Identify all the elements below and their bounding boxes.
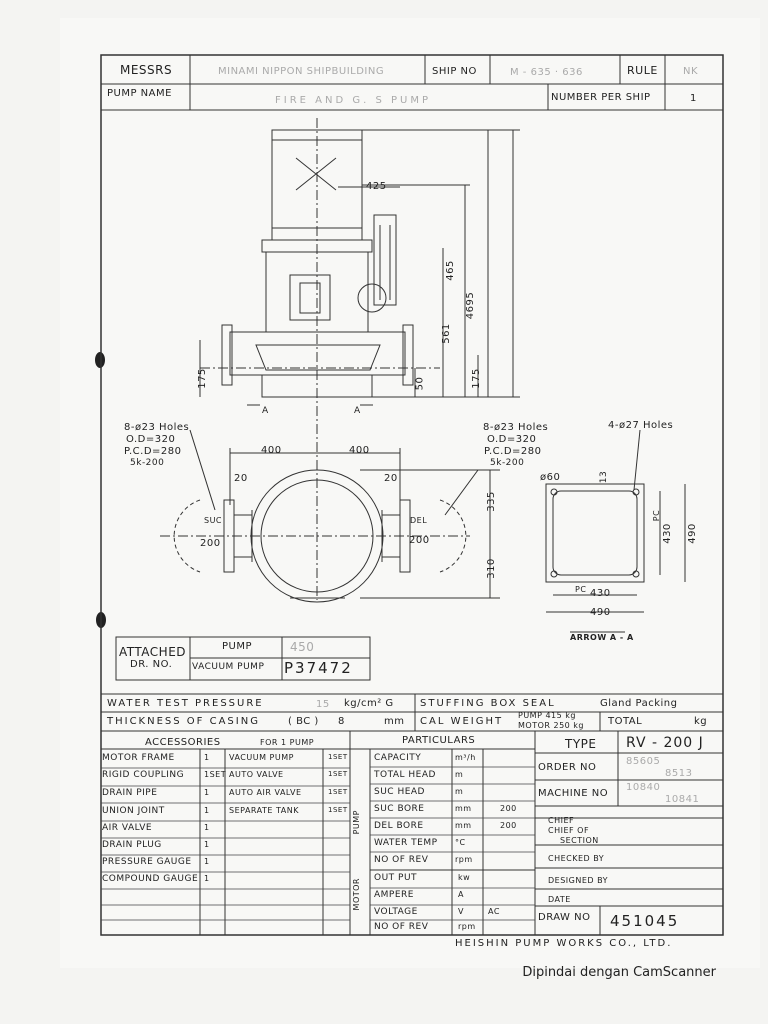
attached-label: ATTACHED [119, 645, 187, 659]
particular-name: NO OF REV [374, 855, 429, 865]
left-holes-std: 5k-200 [130, 458, 165, 468]
type-label: TYPE [565, 737, 597, 751]
rule-label: RULE [627, 64, 658, 77]
particular-value: 200 [500, 821, 517, 830]
accessory-name-2: VACUUM PUMP [229, 753, 294, 762]
pump-weight: PUMP 415 kg [518, 711, 576, 720]
accessory-qty: 1 [204, 874, 210, 883]
dim-4695: 4695 [465, 291, 477, 320]
draw-no-value: 451045 [610, 912, 680, 930]
pump-group-label: PUMP [352, 810, 361, 835]
accessory-name: UNION JOINT [102, 806, 165, 816]
pump-name-label: PUMP NAME [107, 88, 172, 99]
section-a-right: A [354, 406, 361, 416]
chief-of-section-label-2: SECTION [560, 836, 599, 845]
dim-425: 425 [366, 181, 387, 192]
dim-175-right: 175 [470, 368, 482, 389]
accessory-qty: 1 [204, 788, 210, 797]
particular-name: OUT PUT [374, 873, 418, 883]
accessory-name: MOTOR FRAME [102, 753, 175, 763]
particular-name: SUC BORE [374, 804, 425, 814]
checked-by-label: CHECKED BY [548, 854, 605, 863]
thickness-label: THICKNESS OF CASING [107, 716, 260, 727]
water-test-value: 15 [316, 699, 330, 710]
del-size: 200 [409, 535, 430, 546]
dim-13: 13 [599, 470, 610, 484]
suc-size: 200 [200, 538, 221, 549]
accessory-name: AIR VALVE [102, 823, 153, 833]
particular-name: NO OF REV [374, 922, 429, 932]
dim-20-right: 20 [384, 473, 398, 484]
left-holes-title: 8-ø23 Holes [124, 422, 190, 433]
accessory-qty: 1 [204, 823, 210, 832]
water-test-unit: kg/cm² G [344, 698, 394, 709]
thickness-unit: mm [384, 716, 405, 727]
accessory-name: DRAIN PLUG [102, 840, 162, 850]
number-per-ship-label: NUMBER PER SHIP [551, 92, 651, 103]
particulars-title: PARTICULARS [402, 735, 476, 746]
particular-unit: kw [458, 873, 471, 882]
particular-unit: m [455, 787, 464, 796]
right-holes-pcd: P.C.D=280 [484, 446, 542, 457]
suc-label: SUC [204, 516, 223, 525]
dim-465: 465 [444, 260, 456, 281]
accessory-name: COMPOUND GAUGE [102, 874, 199, 884]
attached-vacuum-label: VACUUM PUMP [192, 662, 265, 672]
scanner-watermark: Dipindai dengan CamScanner [522, 965, 716, 980]
accessory-qty: 1 [204, 840, 210, 849]
accessory-name-2: AUTO AIR VALVE [229, 788, 302, 797]
particular-name: AMPERE [374, 890, 414, 900]
motor-group-label: MOTOR [352, 878, 361, 911]
accessory-name-2: SEPARATE TANK [229, 806, 299, 815]
particular-name: VOLTAGE [374, 907, 418, 917]
total-weight-unit: kg [694, 716, 708, 727]
accessory-qty-2: 1SET [328, 770, 348, 778]
particular-unit: m³/h [455, 753, 476, 762]
particular-unit: rpm [455, 855, 473, 864]
machine-no-value: 10840 [626, 782, 661, 793]
accessory-name: PRESSURE GAUGE [102, 857, 192, 867]
chief-of-section-label: CHIEF OF [548, 826, 590, 835]
date-label: DATE [548, 895, 571, 904]
thickness-value: 8 [338, 716, 345, 727]
particular-unit: A [458, 890, 464, 899]
machine-no-value-2: 10841 [665, 794, 700, 805]
dim-400-left: 400 [261, 445, 282, 456]
dim-430-horizontal: 430 [590, 588, 611, 599]
dim-490-vertical: 490 [686, 523, 698, 544]
particular-unit: °C [455, 838, 466, 847]
rule-value: NK [683, 66, 699, 77]
particular-unit: V [458, 907, 464, 916]
base-holes-title: 4-ø27 Holes [608, 420, 674, 431]
accessory-name-2: AUTO VALVE [229, 770, 284, 779]
accessory-qty-2: 1SET [328, 753, 348, 761]
dim-175-left: 175 [196, 368, 208, 389]
order-no-value: 85605 [626, 756, 661, 767]
arrow-view-label: ARROW A - A [570, 633, 634, 642]
messrs-label: MESSRS [120, 63, 173, 77]
particular-unit: mm [455, 821, 472, 830]
motor-weight: MOTOR 250 kg [518, 721, 585, 730]
number-per-ship-value: 1 [690, 93, 697, 104]
right-holes-title: 8-ø23 Holes [483, 422, 549, 433]
dr-no-label: DR. NO. [130, 659, 173, 670]
right-holes-std: 5k-200 [490, 458, 525, 468]
dim-pc-vertical: PC [652, 509, 662, 522]
right-holes-od: O.D=320 [487, 434, 537, 445]
stuffing-label: STUFFING BOX SEAL [420, 698, 556, 709]
particular-unit: rpm [458, 922, 476, 931]
left-holes-od: O.D=320 [126, 434, 176, 445]
dim-50: 50 [414, 376, 426, 391]
ship-no-label: SHIP NO [432, 66, 477, 77]
accessories-title: ACCESSORIES [145, 737, 221, 748]
stuffing-value: Gland Packing [600, 698, 678, 709]
dim-335: 335 [485, 491, 497, 512]
particular-name: CAPACITY [374, 753, 422, 763]
dim-310: 310 [485, 558, 497, 579]
attached-pump-value: 450 [290, 640, 315, 654]
accessory-name: DRAIN PIPE [102, 788, 158, 798]
cal-weight-label: CAL WEIGHT [420, 716, 504, 727]
particular-name: WATER TEMP [374, 838, 438, 848]
accessory-qty: 1SET [204, 770, 227, 779]
draw-no-label: DRAW NO [538, 912, 591, 923]
left-holes-pcd: P.C.D=280 [124, 446, 182, 457]
ship-no-value: M - 635 · 636 [510, 67, 583, 78]
accessories-subtitle: FOR 1 PUMP [260, 738, 315, 747]
dim-561: 561 [440, 323, 452, 344]
total-weight-label: TOTAL [608, 716, 643, 727]
dim-pc-horizontal: PC [575, 585, 587, 594]
dim-430-vertical: 430 [661, 523, 673, 544]
chief-label: CHIEF [548, 816, 575, 825]
messrs-value: MINAMI NIPPON SHIPBUILDING [218, 66, 385, 77]
particular-name: SUC HEAD [374, 787, 425, 797]
dim-400-right: 400 [349, 445, 370, 456]
dim-490-horizontal: 490 [590, 607, 611, 618]
thickness-material: ( BC ) [288, 716, 319, 727]
del-label: DEL [410, 516, 428, 525]
type-value: RV - 200 J [626, 735, 704, 751]
particular-name: DEL BORE [374, 821, 424, 831]
attached-vacuum-value: P37472 [284, 659, 353, 677]
pump-name-value: FIRE AND G. S PUMP [275, 95, 431, 106]
particular-value: 200 [500, 804, 517, 813]
accessory-qty: 1 [204, 806, 210, 815]
company-name: HEISHIN PUMP WORKS CO., LTD. [455, 938, 673, 949]
water-test-label: WATER TEST PRESSURE [107, 698, 264, 709]
order-no-value-2: 8513 [665, 768, 693, 779]
accessory-qty: 1 [204, 753, 210, 762]
attached-pump-label: PUMP [222, 641, 253, 652]
particular-name: TOTAL HEAD [374, 770, 436, 780]
accessory-qty-2: 1SET [328, 806, 348, 814]
accessory-name: RIGID COUPLING [102, 770, 185, 780]
particular-value: AC [488, 907, 500, 916]
particular-unit: m [455, 770, 464, 779]
accessory-qty-2: 1SET [328, 788, 348, 796]
accessory-qty: 1 [204, 857, 210, 866]
order-no-label: ORDER NO [538, 762, 597, 773]
dim-phi60: ø60 [540, 472, 561, 483]
dim-20-left: 20 [234, 473, 248, 484]
particular-unit: mm [455, 804, 472, 813]
machine-no-label: MACHINE NO [538, 788, 609, 799]
section-a-left: A [262, 406, 269, 416]
designed-by-label: DESIGNED BY [548, 876, 609, 885]
